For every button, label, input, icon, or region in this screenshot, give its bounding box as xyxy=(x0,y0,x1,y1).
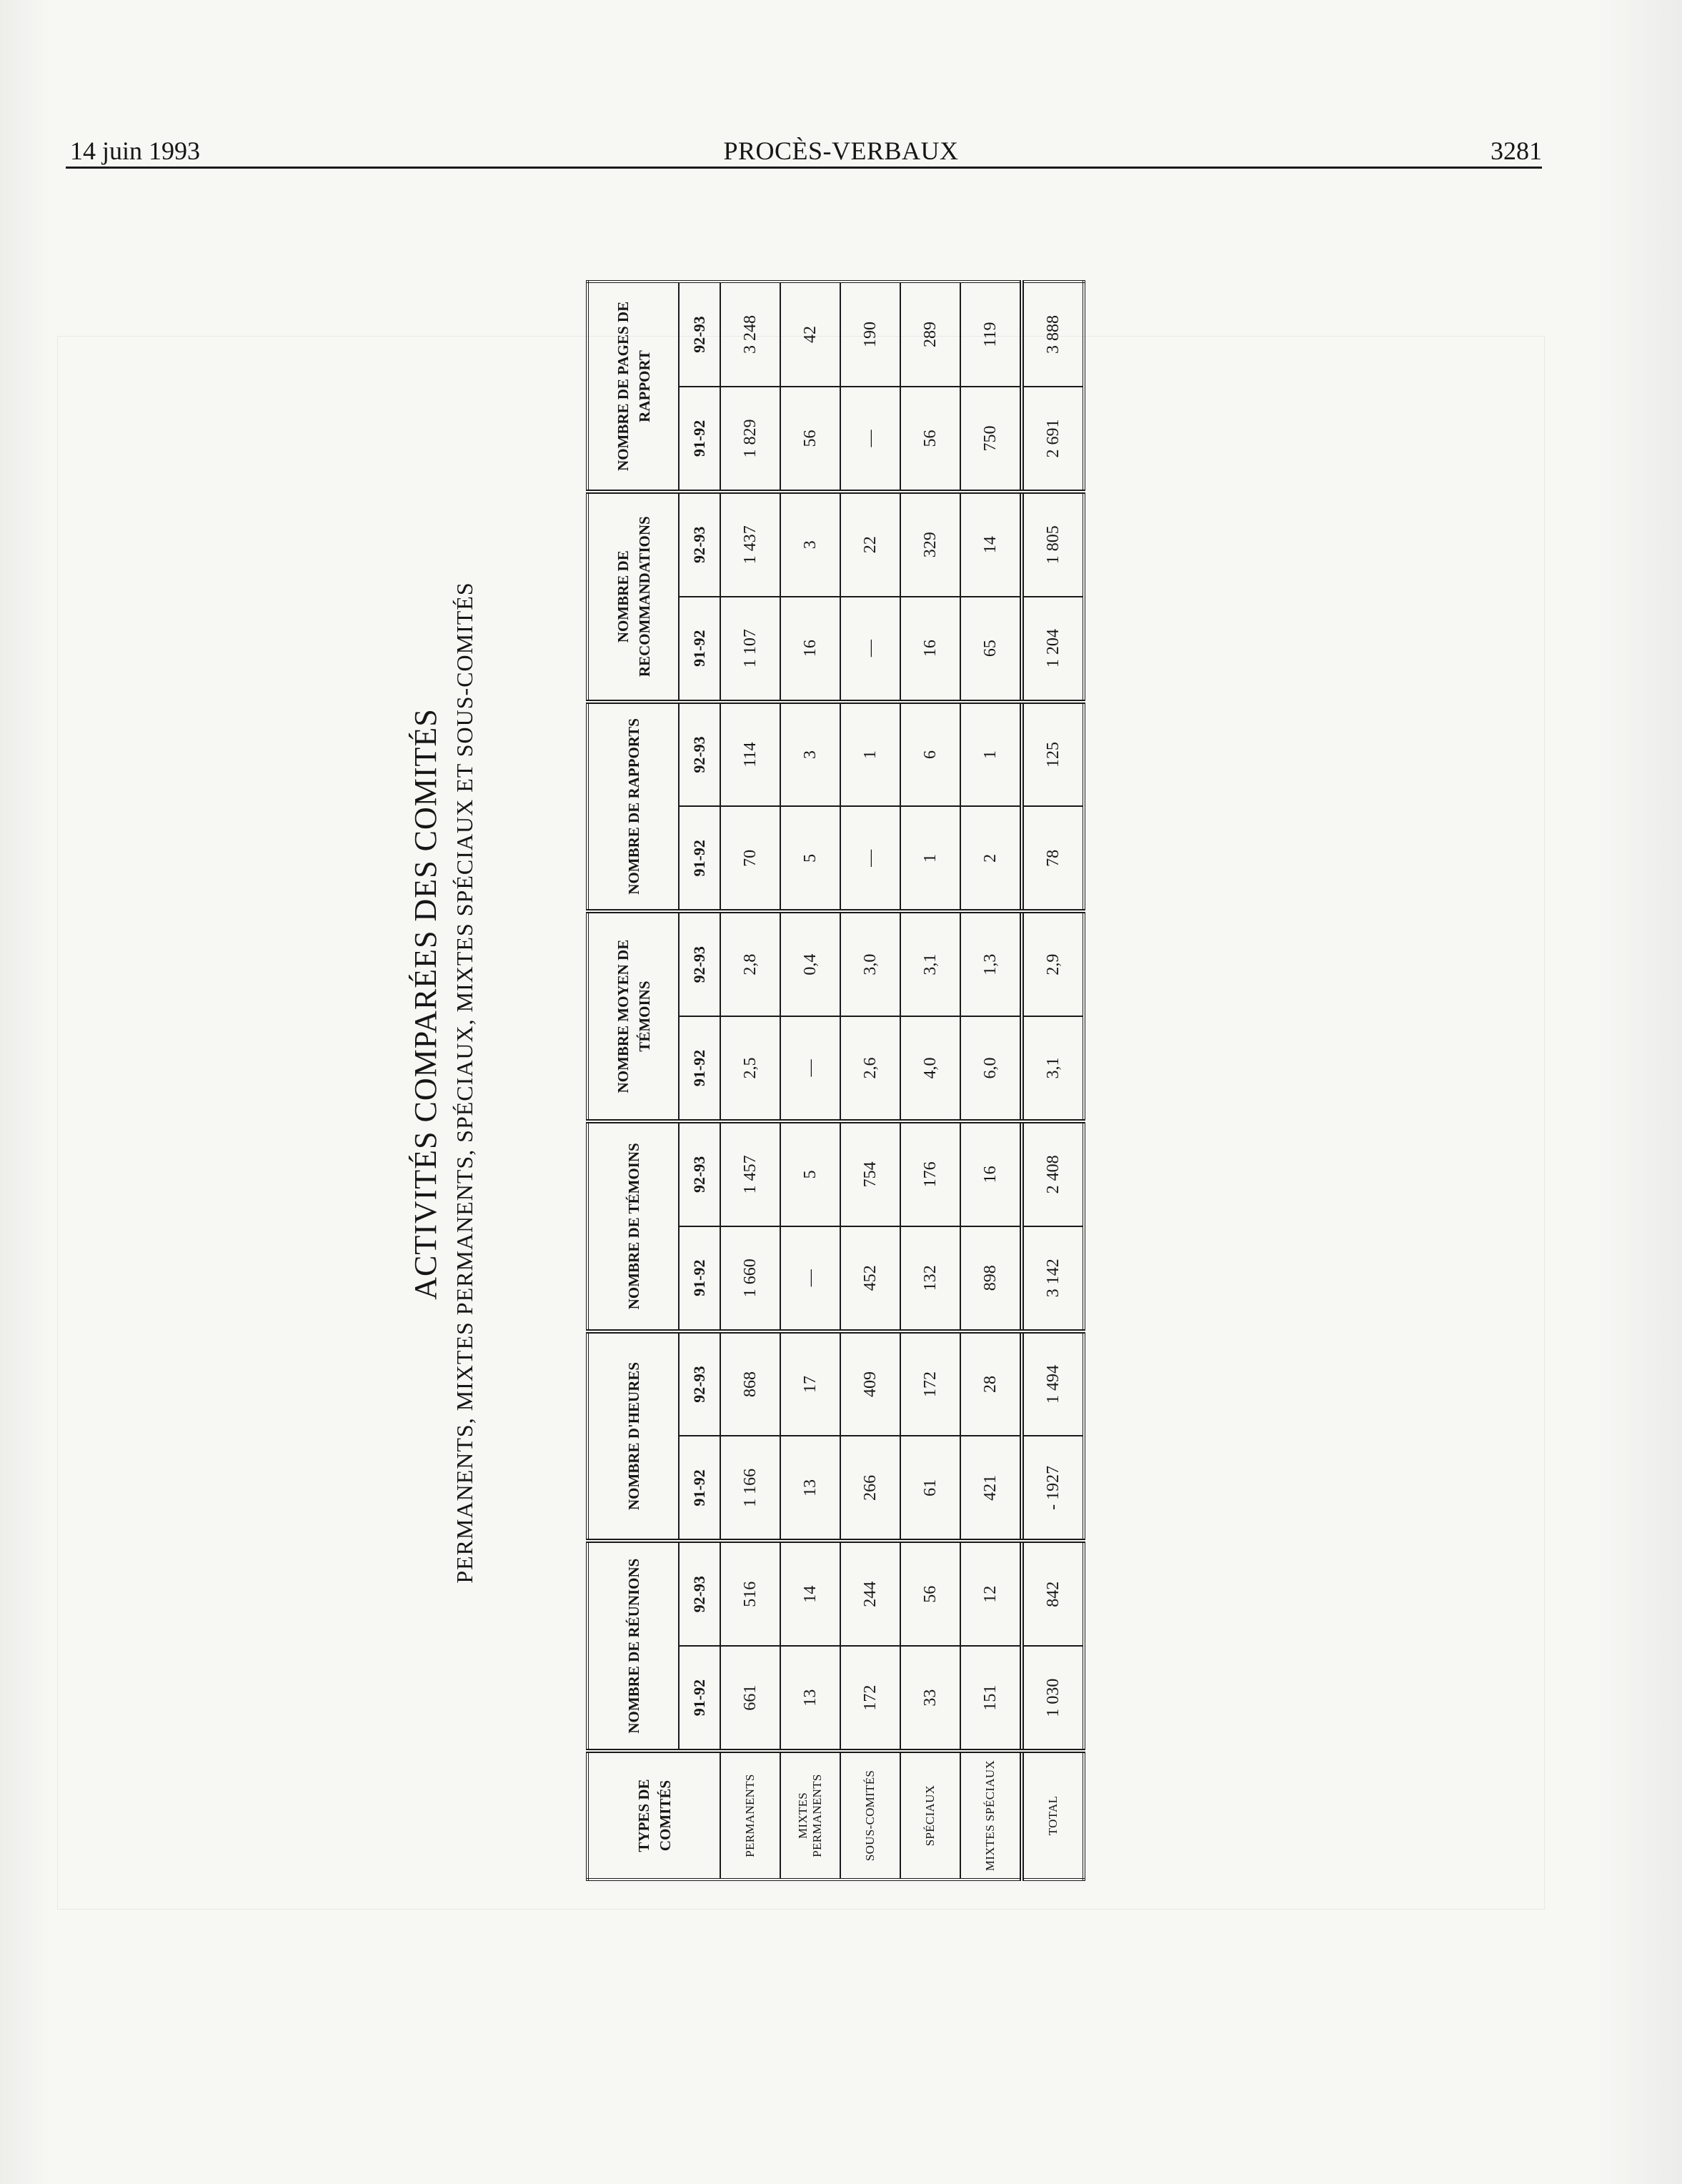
header-date: 14 juin 1993 xyxy=(70,136,201,165)
table-row xyxy=(780,282,840,1880)
table-cell: 14 xyxy=(960,492,1022,597)
activities-table xyxy=(586,280,1085,1881)
table-cell: 125 xyxy=(1022,702,1084,807)
table-cell: 70 xyxy=(720,806,780,911)
table-cell: — xyxy=(840,597,900,702)
table-cell: 172 xyxy=(900,1331,960,1436)
table-cell: 3 xyxy=(780,702,840,807)
table-cell: 42 xyxy=(780,282,840,387)
year-header: 92-93 xyxy=(679,492,720,597)
table-row xyxy=(1022,282,1084,1880)
table-cell: 516 xyxy=(720,1541,780,1646)
table-cell: 3 248 xyxy=(720,282,780,387)
table-cell: 0,4 xyxy=(780,911,840,1016)
year-header: 92-93 xyxy=(679,702,720,807)
table-body xyxy=(720,282,1084,1880)
table-cell: 421 xyxy=(960,1436,1022,1541)
table-cell: 1 xyxy=(900,806,960,911)
table-cell: 5 xyxy=(780,1121,840,1226)
table-cell: 1 437 xyxy=(720,492,780,597)
table-cell: 3 888 xyxy=(1022,282,1084,387)
header-rule xyxy=(66,167,1542,169)
table-cell: 289 xyxy=(900,282,960,387)
table-cell: 151 xyxy=(960,1646,1022,1751)
row-label: PERMANENTS xyxy=(720,1751,780,1880)
table-cell: 1 107 xyxy=(720,597,780,702)
table-cell: 65 xyxy=(960,597,1022,702)
year-header: 91-92 xyxy=(679,597,720,702)
table-cell: 2,9 xyxy=(1022,911,1084,1016)
table-cell: 3,0 xyxy=(840,911,900,1016)
year-header: 92-93 xyxy=(679,911,720,1016)
row-label: MIXTES PERMANENTS xyxy=(780,1751,840,1880)
table-cell: 244 xyxy=(840,1541,900,1646)
row-label: TOTAL xyxy=(1022,1751,1084,1880)
year-header: 92-93 xyxy=(679,282,720,387)
table-cell: 1 457 xyxy=(720,1121,780,1226)
table-cell: 2 408 xyxy=(1022,1121,1084,1226)
group-header: NOMBRE DE RECOMMANDATIONS xyxy=(587,492,679,702)
table-cell: 16 xyxy=(900,597,960,702)
table-cell: 190 xyxy=(840,282,900,387)
table-row xyxy=(840,282,900,1880)
table-cell: 6,0 xyxy=(960,1016,1022,1121)
table-cell: — xyxy=(840,806,900,911)
table-cell: 4,0 xyxy=(900,1016,960,1121)
table-cell: 1 204 xyxy=(1022,597,1084,702)
year-header: 91-92 xyxy=(679,1016,720,1121)
table-cell: 409 xyxy=(840,1331,900,1436)
table-row xyxy=(900,282,960,1880)
group-header: NOMBRE DE TÉMOINS xyxy=(587,1121,679,1331)
year-header: 91-92 xyxy=(679,387,720,492)
table-cell: 22 xyxy=(840,492,900,597)
table-cell: 452 xyxy=(840,1226,900,1331)
year-header: 91-92 xyxy=(679,1226,720,1331)
rotated-table-block xyxy=(407,250,1122,1915)
year-header: 92-93 xyxy=(679,1331,720,1436)
table-cell: 842 xyxy=(1022,1541,1084,1646)
table-cell: 2,8 xyxy=(720,911,780,1016)
table-cell: 1 xyxy=(840,702,900,807)
year-header: 91-92 xyxy=(679,806,720,911)
table-cell: 2,6 xyxy=(840,1016,900,1121)
table-cell: 12 xyxy=(960,1541,1022,1646)
group-header: NOMBRE DE PAGES DE RAPPORT xyxy=(587,282,679,492)
table-cell: - 1927 xyxy=(1022,1436,1084,1541)
table-cell: 17 xyxy=(780,1331,840,1436)
table-cell: 898 xyxy=(960,1226,1022,1331)
row-label: MIXTES SPÉCIAUX xyxy=(960,1751,1022,1880)
table-title: ACTIVITÉS COMPARÉES DES COMITÉS xyxy=(408,708,443,1300)
table-cell: 56 xyxy=(780,387,840,492)
header-title: PROCÈS-VERBAUX xyxy=(723,136,959,165)
table-cell: — xyxy=(780,1226,840,1331)
table-cell: 754 xyxy=(840,1121,900,1226)
row-label: SOUS-COMITÉS xyxy=(840,1751,900,1880)
group-header: NOMBRE MOYEN DE TÉMOINS xyxy=(587,911,679,1121)
table-cell: 1 166 xyxy=(720,1436,780,1541)
year-header: 91-92 xyxy=(679,1436,720,1541)
table-row xyxy=(720,282,780,1880)
table-row xyxy=(960,282,1022,1880)
table-cell: 78 xyxy=(1022,806,1084,911)
table-cell: 172 xyxy=(840,1646,900,1751)
table-cell: 1 494 xyxy=(1022,1331,1084,1436)
table-cell: 2 xyxy=(960,806,1022,911)
table-cell: 28 xyxy=(960,1331,1022,1436)
table-cell: 61 xyxy=(900,1436,960,1541)
table-cell: 661 xyxy=(720,1646,780,1751)
table-cell: 1 805 xyxy=(1022,492,1084,597)
group-header: NOMBRE DE RAPPORTS xyxy=(587,702,679,912)
table-cell: 3,1 xyxy=(900,911,960,1016)
table-cell: — xyxy=(840,387,900,492)
table-cell: 132 xyxy=(900,1226,960,1331)
table-cell: 1,3 xyxy=(960,911,1022,1016)
table-cell: 2,5 xyxy=(720,1016,780,1121)
group-header: NOMBRE DE RÉUNIONS xyxy=(587,1541,679,1751)
table-cell: 6 xyxy=(900,702,960,807)
table-cell: 14 xyxy=(780,1541,840,1646)
table-cell: 1 660 xyxy=(720,1226,780,1331)
table-cell: 119 xyxy=(960,282,1022,387)
table-cell: 16 xyxy=(780,597,840,702)
table-cell: 3 142 xyxy=(1022,1226,1084,1331)
table-cell: 1 829 xyxy=(720,387,780,492)
table-cell: 329 xyxy=(900,492,960,597)
table-cell: 114 xyxy=(720,702,780,807)
table-cell: 176 xyxy=(900,1121,960,1226)
table-cell: 56 xyxy=(900,1541,960,1646)
table-cell: 13 xyxy=(780,1646,840,1751)
table-cell: 2 691 xyxy=(1022,387,1084,492)
table-cell: 3 xyxy=(780,492,840,597)
table-cell: 16 xyxy=(960,1121,1022,1226)
table-cell: 13 xyxy=(780,1436,840,1541)
table-cell: 1 xyxy=(960,702,1022,807)
year-header: 91-92 xyxy=(679,1646,720,1751)
table-cell: 750 xyxy=(960,387,1022,492)
table-cell: 56 xyxy=(900,387,960,492)
table-subtitle: PERMANENTS, MIXTES PERMANENTS, SPÉCIAUX, MIXTES SPÉCIAUX ET SOUS-COMITÉS xyxy=(452,582,477,1584)
header-page-number: 3281 xyxy=(1491,136,1542,165)
table-cell: 33 xyxy=(900,1646,960,1751)
row-label: SPÉCIAUX xyxy=(900,1751,960,1880)
table-cell: — xyxy=(780,1016,840,1121)
group-header: NOMBRE D'HEURES xyxy=(587,1331,679,1542)
table-cell: 266 xyxy=(840,1436,900,1541)
table-cell: 868 xyxy=(720,1331,780,1436)
table-cell: 1 030 xyxy=(1022,1646,1084,1751)
type-header: TYPES DE COMITÉS xyxy=(587,1751,720,1880)
table-cell: 5 xyxy=(780,806,840,911)
table-cell: 3,1 xyxy=(1022,1016,1084,1121)
year-header: 92-93 xyxy=(679,1121,720,1226)
year-header: 92-93 xyxy=(679,1541,720,1646)
